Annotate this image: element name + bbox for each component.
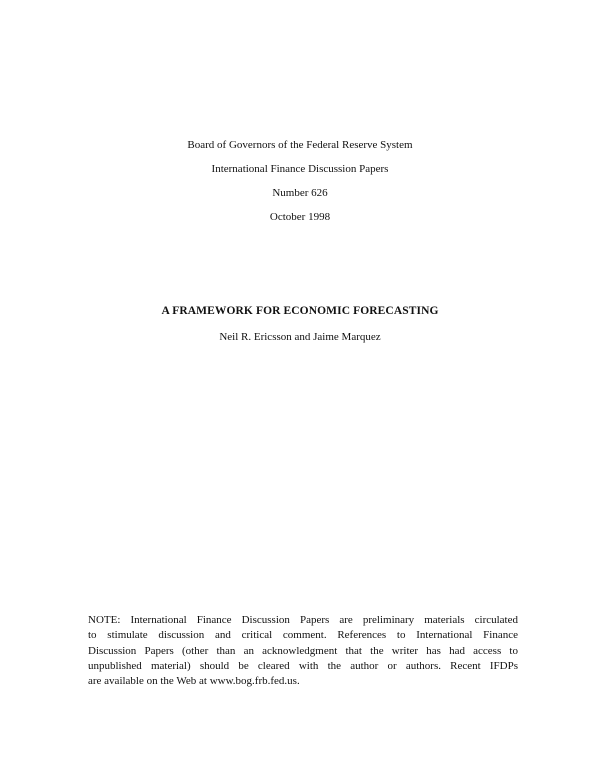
paper-number: Number 626 xyxy=(272,187,328,199)
note-line: are available on the Web at www.bog.frb.fed.us. xyxy=(88,675,300,688)
note-line: Discussion Papers (other than an acknowledgment that the writer has had access to xyxy=(88,644,518,657)
note-line: NOTE: International Finance Discussion Papers are preliminary materials circulated xyxy=(88,614,518,626)
paper-title: A FRAMEWORK FOR ECONOMIC FORECASTING xyxy=(161,305,439,317)
series-name: International Finance Discussion Papers xyxy=(211,163,389,175)
publication-date: October 1998 xyxy=(269,211,331,223)
paper-authors: Neil R. Ericsson and Jaime Marquez xyxy=(219,331,381,343)
note-line: to stimulate discussion and critical comment. References to International Finance xyxy=(88,629,518,642)
disclaimer-note xyxy=(88,613,518,689)
institution-name: Board of Governors of the Federal Reserve System xyxy=(187,139,413,151)
note-line: unpublished material) should be cleared with the author or authors. Recent IFDPs xyxy=(88,659,518,672)
